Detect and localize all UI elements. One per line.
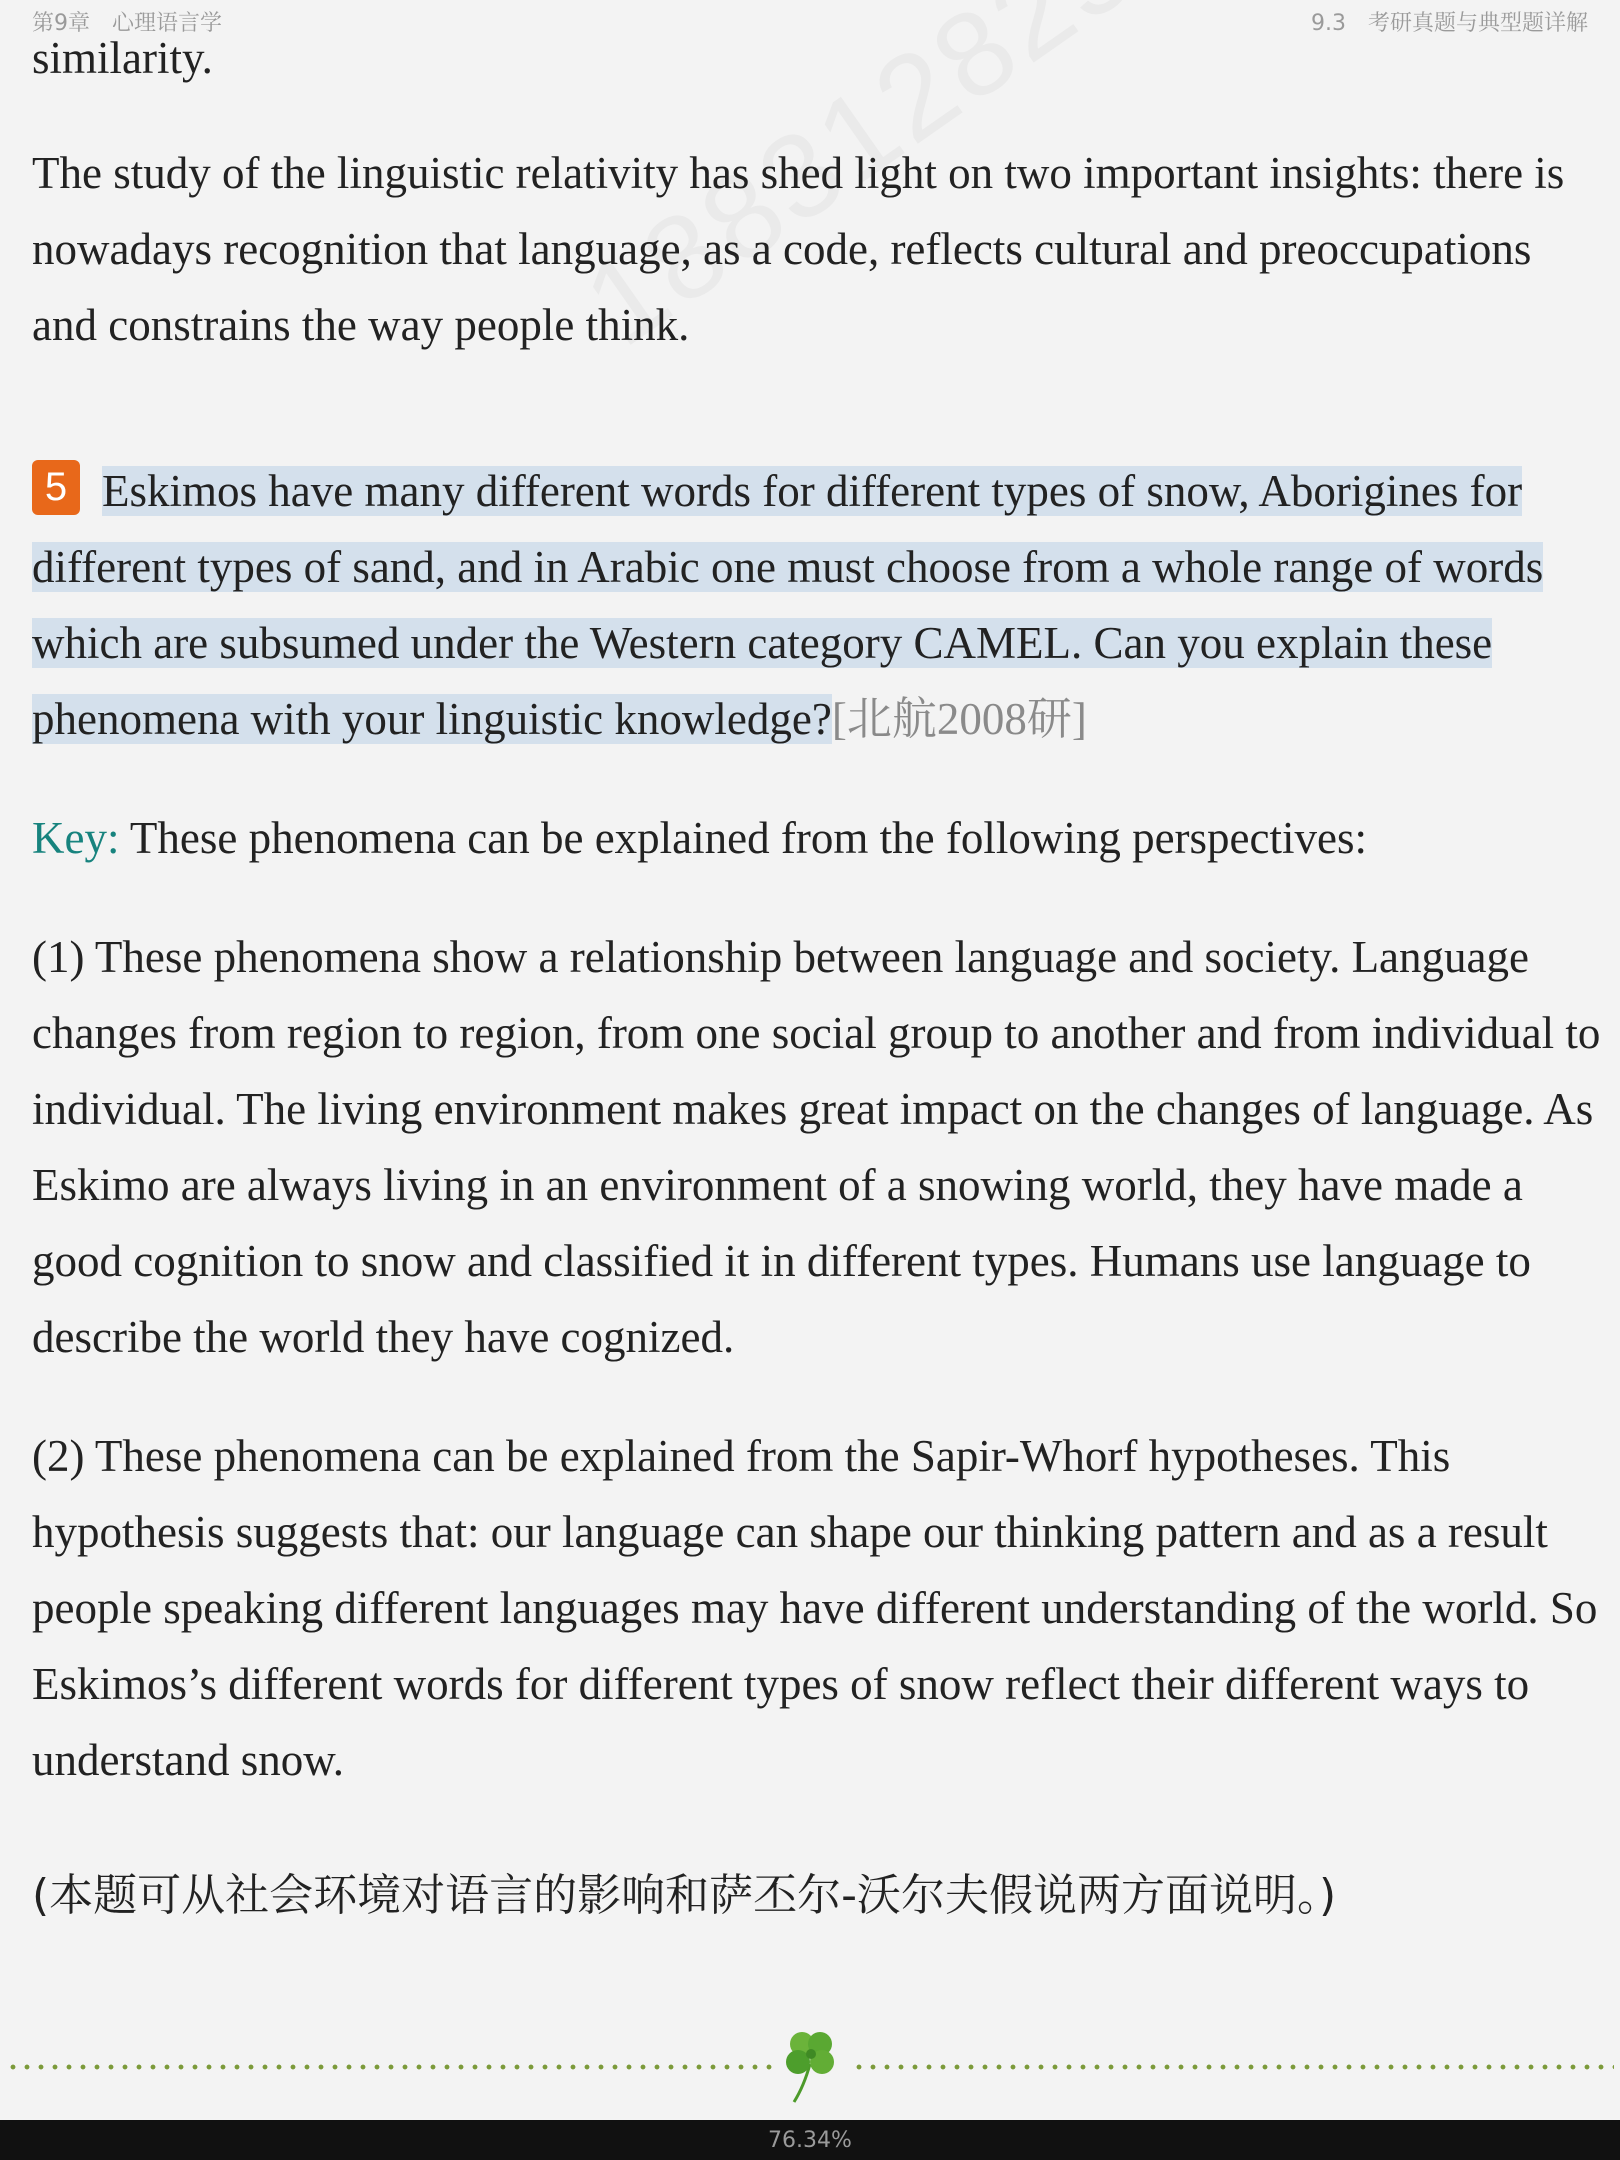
answer-point-2: (2) These phenomena can be explained from the Sapir-Whorf hypotheses. This hypothesis suggests that: our language can shape our thinking pattern and as a result people speaking different languages may have different understanding of the world. So Eskimos’s different words for different types of snow reflect their different ways to understand snow. [32, 1431, 1598, 1785]
reader-bottom-bar[interactable] [0, 2120, 1620, 2160]
dotted-line-left [6, 2064, 772, 2070]
chinese-note [32, 1858, 1602, 1934]
chapter-title: 心理语言学 [112, 11, 223, 36]
section-title: 考研真题与典型题详解 [1367, 11, 1588, 36]
key-label: Key: [32, 813, 120, 863]
question-number-badge: 5 [32, 460, 80, 515]
answer-point-1: (1) These phenomena show a relationship between language and society. Language changes from region to region, from one social group to another and from individual to individual. The living environment makes great impact on the changes of language. As Eskimo are always living in an environment of a snowing world, they have made a good cognition to snow and classified it in different types. Humans use language to describe the world they have cognized. [32, 932, 1601, 1362]
dotted-line-right [852, 2064, 1614, 2070]
question-5[interactable] [32, 453, 1602, 757]
previous-paragraph-fragment: similarity. [32, 33, 213, 83]
section-number: 9.3 [1310, 11, 1346, 36]
question-text-highlighted[interactable]: Eskimos have many different words for different types of snow, Aborigines for different types of sand, and in Arabic one must choose from a whole range of words which are subsumed under the Western category CAMEL. Can you explain these phenomena with your linguistic knowledge? [32, 466, 1544, 744]
chinese-note-text: (本题可从社会环境对语言的影响和萨丕尔-沃尔夫假说两方面说明。) [32, 1870, 1337, 1921]
insight-paragraph: The study of the linguistic relativity has shed light on two important insights: there is nowadays recognition that language, as a code, reflects cultural and preoccupations and constrains the way people think. [32, 148, 1565, 350]
question-source: [北航2008研] [831, 694, 1087, 744]
key-intro: These phenomena can be explained from the following perspectives: [129, 813, 1367, 863]
answer-key [32, 800, 1602, 876]
chapter-number: 第9章 [32, 11, 90, 36]
clover-icon [780, 2024, 842, 2104]
reading-progress: 76.34% [768, 2128, 852, 2153]
section-divider [0, 2020, 1620, 2110]
